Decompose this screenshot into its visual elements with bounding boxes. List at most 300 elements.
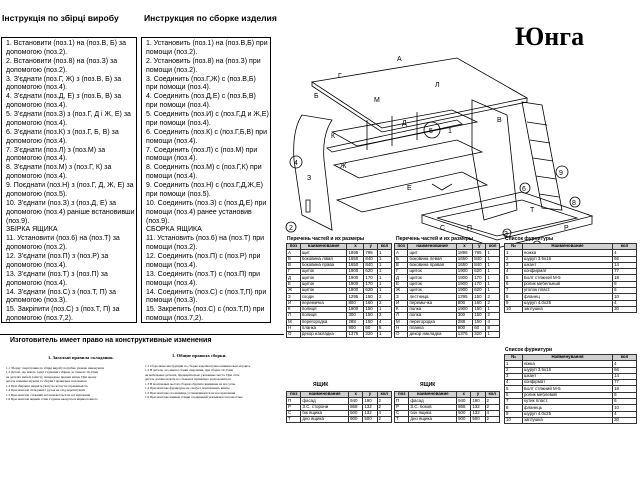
instruction-step: 6. З'єднати (поз.К) з (поз.Г, Б, В) за <box>6 128 119 136</box>
table-cell: 4 <box>613 411 637 417</box>
table-header-cell: y <box>471 392 485 398</box>
table-cell: 4 <box>378 319 392 325</box>
table-cell: 18 <box>613 275 637 281</box>
table-cell: 6 <box>505 281 523 287</box>
parts-table-ru <box>394 243 500 338</box>
table-cell: И <box>395 300 408 306</box>
label-n9: 9 <box>559 170 563 177</box>
table-cell: 8 <box>505 294 523 300</box>
label-r: Р <box>564 225 569 232</box>
instruction-step: допомогою (поз.2). <box>6 244 68 252</box>
table-header-cell: x <box>456 244 472 250</box>
table-header-cell: наименование <box>408 244 456 250</box>
table-cell: Д <box>395 275 408 281</box>
table-cell: лестница <box>408 294 456 300</box>
left-instructions-box <box>1 37 137 323</box>
table-cell: перемичка <box>300 300 347 306</box>
instruction-step: допомогою (поз.2). <box>6 48 68 56</box>
table-cell: 170 <box>473 275 486 281</box>
rule-line: 1.1 Зборку і вертатання по збірці виробу потрібно уважно виконувати <box>6 366 104 370</box>
table-cell: 2 <box>486 313 500 319</box>
table-cell: 14 <box>613 262 637 268</box>
table-cell: фланец <box>522 294 612 300</box>
table-cell: щит <box>300 250 347 256</box>
label-n5: 5 <box>429 128 433 135</box>
table-cell: З <box>395 294 408 300</box>
label-s: С <box>440 225 446 232</box>
label-n1: 1 <box>448 128 452 135</box>
table-cell: 900 <box>457 417 471 423</box>
table-cell: ніжка <box>522 361 612 367</box>
table-cell: 1650 <box>347 256 364 262</box>
table-cell: щиток <box>408 281 456 287</box>
table-cell: 1 <box>486 288 500 294</box>
table-cell: 2 <box>378 313 392 319</box>
instruction-step: помощи (поз.4). <box>146 137 198 145</box>
table-cell: 8 <box>378 325 392 331</box>
table-cell: 2 <box>486 294 500 300</box>
table-cell: 4 <box>613 361 637 367</box>
table-cell: ножка <box>522 250 612 256</box>
table-cell: 1295 <box>347 294 364 300</box>
instruction-step: 8. З'єднати (поз.М) з (поз.Г, К) за <box>6 164 112 172</box>
table-cell: 2 <box>377 398 391 404</box>
table-cell: С <box>395 410 409 416</box>
label-b: Б <box>314 93 319 100</box>
instruction-step: помощи (поз.2). <box>146 66 198 74</box>
table-cell: дно ящика <box>301 417 349 423</box>
rules-left-text <box>6 366 138 402</box>
instruction-step: 14. Соединить (поз.С) с (поз.Т,П) при <box>146 288 267 296</box>
label-p: П <box>467 225 473 232</box>
table-cell: 940 <box>349 398 363 404</box>
table-cell: 1 <box>378 332 392 338</box>
label-m: М <box>374 97 380 104</box>
table-cell: 288 <box>347 319 364 325</box>
table-cell: конфирмат <box>522 269 612 275</box>
table-cell: 150 <box>364 313 378 319</box>
table-header-cell: x <box>349 392 363 398</box>
table-cell: боковина правая <box>408 262 456 268</box>
table-cell: конфірмат <box>522 380 612 386</box>
table-cell: Л <box>395 313 408 319</box>
instruction-step: допомогою (поз.7,2). <box>6 315 73 323</box>
table-cell: 18 <box>613 386 637 392</box>
rule-line: 1.2 В детали, что имеют стыки сверления, при сборке 19-15мм <box>145 368 233 373</box>
table-cell: 4 <box>485 410 499 416</box>
table-cell: 4 <box>486 319 500 325</box>
table-cell: 77 <box>613 269 637 275</box>
table-cell: 150 <box>473 306 486 312</box>
instruction-step: 13. Соединить (поз.Т) с (поз.П) при <box>146 270 261 278</box>
label-n4: 4 <box>294 160 298 167</box>
table-header-cell: кол <box>613 244 637 250</box>
table-cell: 300 <box>347 313 364 319</box>
label-n2: 2 <box>289 225 293 232</box>
table-cell: 320 <box>473 332 486 338</box>
panel-a <box>312 58 527 128</box>
table-cell: 1 <box>505 361 523 367</box>
table-cell: 8 <box>613 281 637 287</box>
table-cell: 840 <box>473 256 486 262</box>
table-cell: 2 <box>505 256 523 262</box>
hardware-table-1 <box>504 243 637 313</box>
table-cell: 868 <box>457 404 471 410</box>
table-cell: 9 <box>505 411 523 417</box>
rule-line: 1.4 При монтаже фурнитуры не следует перетягивать винты <box>145 386 230 391</box>
hardware-caption-2: Список фурнитури <box>505 347 553 353</box>
instruction-step: 12. Соединить (поз.П) с (поз.Р) при <box>146 253 261 260</box>
label-zh: Ж <box>340 163 347 170</box>
table-cell: перемычка <box>408 300 456 306</box>
table-cell: 132 <box>471 404 485 410</box>
table-cell: 60 <box>364 325 378 331</box>
instruction-step: допомогою (поз.4). <box>6 84 68 92</box>
table-cell: П <box>395 398 409 404</box>
table-cell: шуруп 4.0х25 <box>522 300 612 306</box>
label-d: Д <box>402 120 407 127</box>
table-cell: планка <box>300 325 347 331</box>
table-cell: 620 <box>473 269 486 275</box>
table-header-cell: Наименование <box>522 244 612 250</box>
table-cell: 1 <box>378 306 392 312</box>
label-k: К <box>331 133 336 140</box>
table-header-cell: кол <box>378 244 392 250</box>
table-cell: 8 <box>486 325 500 331</box>
table-cell: 1 <box>486 269 500 275</box>
table-cell: 840 <box>364 256 378 262</box>
table-cell: 3 <box>505 262 523 268</box>
table-cell: щиток <box>408 275 456 281</box>
table-cell: сходи <box>300 294 347 300</box>
table-cell: Л <box>287 313 301 319</box>
drawer-ua-caption: ЯЩИК <box>313 382 329 388</box>
manufacturer-notice: Изготовитель имеет право на конструктивные изменения <box>10 337 212 344</box>
table-cell: фланець <box>522 405 612 411</box>
table-cell: 1895 <box>347 250 364 256</box>
label-n6: 6 <box>522 186 526 193</box>
hardware-table-2 <box>504 354 637 424</box>
table-cell: 2 <box>505 367 523 373</box>
instruction-step: 10. З'єднати (поз.З) з (поз.Д, Е) за <box>6 199 117 207</box>
table-cell: Р <box>395 404 409 410</box>
table-cell: шуруп 4.0х25 <box>522 411 612 417</box>
table-cell: 1900 <box>347 275 364 281</box>
instruction-step: 4. З'єднати (поз.Д, Е) з (поз.Б, В) за <box>6 93 122 101</box>
table-cell: перегородка <box>300 319 347 325</box>
table-cell: 1900 <box>347 269 364 275</box>
table-cell: 5 <box>505 275 523 281</box>
instruction-step: 15. Закріпити (поз.С) з (поз.Т, П) за <box>6 306 120 314</box>
instruction-step: 5. Соединить (поз.И) с (поз.Г,Д и Ж,Е) <box>146 111 269 118</box>
instruction-step: помощи (поз.4). <box>146 279 198 287</box>
instruction-step: 14. З'єднати (поз.С) з (поз.Т, П) за <box>6 288 117 296</box>
label-a: А <box>397 56 402 63</box>
table-cell: 170 <box>473 281 486 287</box>
instruction-step: 6. Соединить (поз.К) с (поз.Г,Б,В) при <box>146 128 267 136</box>
instruction-step: (поз.9). <box>146 217 170 225</box>
parts-table-ua <box>286 243 392 338</box>
rule-line: 1.5 При монтаже столешница устанавливается на все крепления <box>145 390 236 395</box>
table-cell: декор накладка <box>300 332 347 338</box>
table-cell: щиток <box>300 288 347 294</box>
table-header-cell: y <box>364 244 378 250</box>
rule-line: 1.6 При монтаже ящиков стенки соединений указываются полностью <box>145 395 243 400</box>
table-cell: 1 <box>486 332 500 338</box>
middle-instructions-title: Инструкция по сборке изделия <box>144 13 277 23</box>
rule-line: 1.2 Деталі, що мають торці з'єднання і збірки, за схемою 19-15мм <box>6 370 99 375</box>
rules-mid-title: 1. Общие правила сборки. <box>172 353 227 358</box>
hardware-caption-1: Список фурнитуры <box>505 236 554 242</box>
table-cell: Е <box>287 281 301 287</box>
drawer-ru-caption: ЯЩИК <box>420 382 436 388</box>
drawer-table-ua <box>286 391 392 423</box>
table-cell: 150 <box>473 319 486 325</box>
rule-line: деталь повинна шукати та зборки і правильне положення <box>6 379 87 384</box>
instruction-step: 1. Встановити (поз.1) на (поз.В, Б) за <box>6 40 127 47</box>
table-cell: 10 <box>613 294 637 300</box>
table-cell: 30 <box>613 306 637 312</box>
table-cell: 800 <box>456 300 472 306</box>
table-cell: Т <box>287 417 301 423</box>
table-cell: М <box>395 319 408 325</box>
table-cell: 10 <box>613 405 637 411</box>
table-cell: К <box>287 306 301 312</box>
table-cell: 1295 <box>456 294 472 300</box>
table-cell: боковина лівая <box>300 256 347 262</box>
table-cell: 940 <box>457 398 471 404</box>
table-cell: 8 <box>613 392 637 398</box>
label-l: Л <box>435 82 440 89</box>
table-cell: боковина права <box>300 262 347 268</box>
table-cell: 900 <box>347 325 364 331</box>
table-cell: 150 <box>364 294 378 300</box>
table-cell: 10 <box>505 417 523 423</box>
table-cell: 1 <box>486 256 500 262</box>
table-cell: 1 <box>378 275 392 281</box>
label-g: Г <box>338 73 342 80</box>
table-cell: фасад <box>301 398 349 404</box>
instruction-step: допомогою (поз.4). <box>6 119 68 127</box>
table-row <box>505 417 637 423</box>
table-cell: щиток <box>300 269 347 275</box>
table-cell: Ж <box>395 288 408 294</box>
table-row <box>287 332 392 338</box>
instruction-step: допомогою (поз.2). <box>6 66 68 74</box>
table-cell: бік ящика <box>301 410 349 416</box>
instruction-step: при помощи (поз.4). <box>146 102 211 110</box>
table-cell: фасад <box>409 398 457 404</box>
table-cell: ролик меблевий <box>522 392 612 398</box>
table-header-cell: поз <box>287 244 301 250</box>
table-cell: З <box>287 294 301 300</box>
table-cell: Ж <box>287 288 301 294</box>
left-instructions-title: Інструкція по збірці виробу <box>2 13 119 23</box>
table-cell: 2 <box>377 417 391 423</box>
table-cell: 1376 <box>347 332 364 338</box>
instruction-step: 7. З'єднати (поз.Л) з (поз.М) за <box>6 146 106 154</box>
table-cell: 1 <box>378 269 392 275</box>
table-cell: Н <box>287 325 301 331</box>
table-cell: 2 <box>377 404 391 410</box>
table-cell: 2 <box>485 404 499 410</box>
table-header-cell: y <box>363 392 377 398</box>
table-cell: 288 <box>456 319 472 325</box>
table-cell: 150 <box>364 306 378 312</box>
table-cell: полка <box>408 313 456 319</box>
rule-line: 1.6 При монтажі ящиків стіни з'єднань вказується ящика повного <box>6 397 98 402</box>
table-cell: 300 <box>456 313 472 319</box>
table-cell: 4 <box>613 300 637 306</box>
table-cell: 2 <box>378 294 392 300</box>
table-row <box>395 332 500 338</box>
table-cell: 1 <box>505 250 523 256</box>
table-cell: А <box>395 250 408 256</box>
table-cell: К <box>395 306 408 312</box>
instruction-step: 15. Закрепить (поз.С) с (поз.Т,П) при <box>146 306 265 314</box>
table-cell: 150 <box>473 294 486 300</box>
table-cell: 6 <box>505 392 523 398</box>
table-header-cell: x <box>347 244 364 250</box>
table-cell: 1376 <box>456 332 472 338</box>
rule-line: деталь должна искать по стыкам и правильно расположиться <box>145 377 231 382</box>
table-cell: 14 <box>613 373 637 379</box>
table-cell: 1900 <box>456 275 472 281</box>
instruction-step: (поз.9). <box>6 217 30 225</box>
table-cell: 1900 <box>456 281 472 287</box>
rule-line: 1.3 В монтажных местах сборки обратите внимание на все углы <box>145 381 236 386</box>
table-cell: 66 <box>613 256 637 262</box>
table-cell: Б <box>287 256 301 262</box>
table-cell: 795 <box>473 250 486 256</box>
rules-left-title: 1. Загальні правила складання. <box>48 355 114 360</box>
table-cell: 320 <box>364 332 378 338</box>
assembly-diagram <box>272 40 640 250</box>
table-cell: шкант <box>522 373 612 379</box>
instruction-step: допомогою (поз.4). <box>6 155 68 163</box>
table-header-cell: поз <box>287 392 301 398</box>
table-cell: декор накладка <box>408 332 456 338</box>
table-cell: 150 <box>364 319 378 325</box>
instruction-step: 1. Установить (поз.1) на (поз.В,Б) при <box>146 40 268 47</box>
table-header-cell: кол <box>485 392 499 398</box>
table-cell: Г <box>287 269 301 275</box>
table-header-cell: наименование <box>409 392 457 398</box>
label-n3: 3 <box>504 231 508 238</box>
table-cell: 1650 <box>347 262 364 268</box>
table-cell: 795 <box>364 250 378 256</box>
instruction-step: допомогою (поз.4) раніше встановивши <box>6 208 135 216</box>
drawer-table-ru <box>394 391 500 423</box>
instruction-step: 11. Установить (поз.6) на (поз.Т) при <box>146 235 265 243</box>
table-cell: щиток <box>300 275 347 281</box>
table-cell: И <box>287 300 301 306</box>
instruction-step: допомогою (поз.4). <box>6 102 68 110</box>
table-cell: А <box>287 250 301 256</box>
table-header-cell: x <box>457 392 471 398</box>
instruction-step: 8. Соединить (поз.М) с (поз.Г,К) при <box>146 164 262 172</box>
table-cell: 1 <box>486 262 500 268</box>
table-cell: 8 <box>505 405 523 411</box>
table-cell: 868 <box>349 404 363 410</box>
table-cell: 170 <box>364 275 378 281</box>
instruction-step: 5. З'єднати (поз.З) з (поз.Г, Д і Ж, Е) за <box>6 111 131 118</box>
table-cell: Т <box>395 417 409 423</box>
table-cell: 840 <box>364 262 378 268</box>
instruction-step: при помощи (поз.4). <box>146 119 211 127</box>
table-cell: полиця <box>300 306 347 312</box>
table-cell: 190 <box>363 398 377 404</box>
instruction-step: 9. Поєднати (поз.Н) з (поз.Г, Д, Ж, Е) за <box>6 182 134 189</box>
table-cell: 840 <box>473 262 486 268</box>
table-header-cell: кол <box>486 244 500 250</box>
table-cell: 60 <box>473 325 486 331</box>
table-cell: 160 <box>364 300 378 306</box>
table-cell: шуруп 3.5х16 <box>522 256 612 262</box>
table-cell: 500 <box>349 410 363 416</box>
table-cell: П <box>287 398 301 404</box>
label-z: З <box>307 175 312 182</box>
table-cell: 1895 <box>456 250 472 256</box>
middle-instructions-box <box>141 37 271 323</box>
table-cell: 1900 <box>347 288 364 294</box>
parts-ua-caption: Перечень частей и их размеры <box>287 236 365 242</box>
instruction-step: при помощи (поз.4). <box>146 84 211 92</box>
table-cell: кутик пласт. <box>522 399 612 405</box>
table-header-cell: наименование <box>301 392 349 398</box>
table-cell: 620 <box>364 288 378 294</box>
table-cell: 500 <box>471 417 485 423</box>
table-cell: 1900 <box>456 306 472 312</box>
instruction-step: допомогою (поз.4). <box>6 173 68 181</box>
table-cell: 77 <box>613 380 637 386</box>
instruction-step: 7. Соединить (поз.Л) с (поз.М) при <box>146 146 258 154</box>
table-cell: 1 <box>486 306 500 312</box>
table-cell: 2 <box>378 300 392 306</box>
table-cell: Г <box>395 269 408 275</box>
table-row <box>505 306 637 312</box>
table-cell: дно ящика <box>409 417 457 423</box>
table-cell: 4 <box>613 250 637 256</box>
table-cell: Д <box>287 275 301 281</box>
table-cell: шкант <box>522 262 612 268</box>
table-cell: щиток <box>408 288 456 294</box>
notice-divider <box>0 334 284 335</box>
instruction-step: помощи (поз.4). <box>146 261 198 269</box>
table-cell: Болт стяжной М-5 <box>522 275 612 281</box>
table-cell: З.С. сторони <box>301 404 349 410</box>
table-cell: бок ящика <box>409 410 457 416</box>
instruction-step: допомогою (поз.3). <box>6 297 68 305</box>
table-cell: щиток <box>300 281 347 287</box>
table-cell: 170 <box>364 281 378 287</box>
table-cell: 800 <box>347 300 364 306</box>
rules-mid-text <box>145 364 277 400</box>
instruction-step: 4. Соединить (поз.Д,Е) с (поз.Б,В) <box>146 93 256 101</box>
table-cell: Е <box>395 281 408 287</box>
instruction-step: допомогою (поз.5). <box>6 190 68 198</box>
table-cell: 10 <box>505 306 523 312</box>
table-cell: щиток <box>408 269 456 275</box>
parts-ru-caption: Перечень частей и их размеры <box>396 236 474 242</box>
table-cell: 1650 <box>456 262 472 268</box>
table-cell: О <box>287 332 301 338</box>
table-cell: 132 <box>363 410 377 416</box>
table-header-cell: y <box>473 244 486 250</box>
table-cell: В <box>395 262 408 268</box>
instruction-step: 13. З'єднати (поз.Т) з (поз.П) за <box>6 270 108 278</box>
table-header-cell: № <box>505 244 523 250</box>
